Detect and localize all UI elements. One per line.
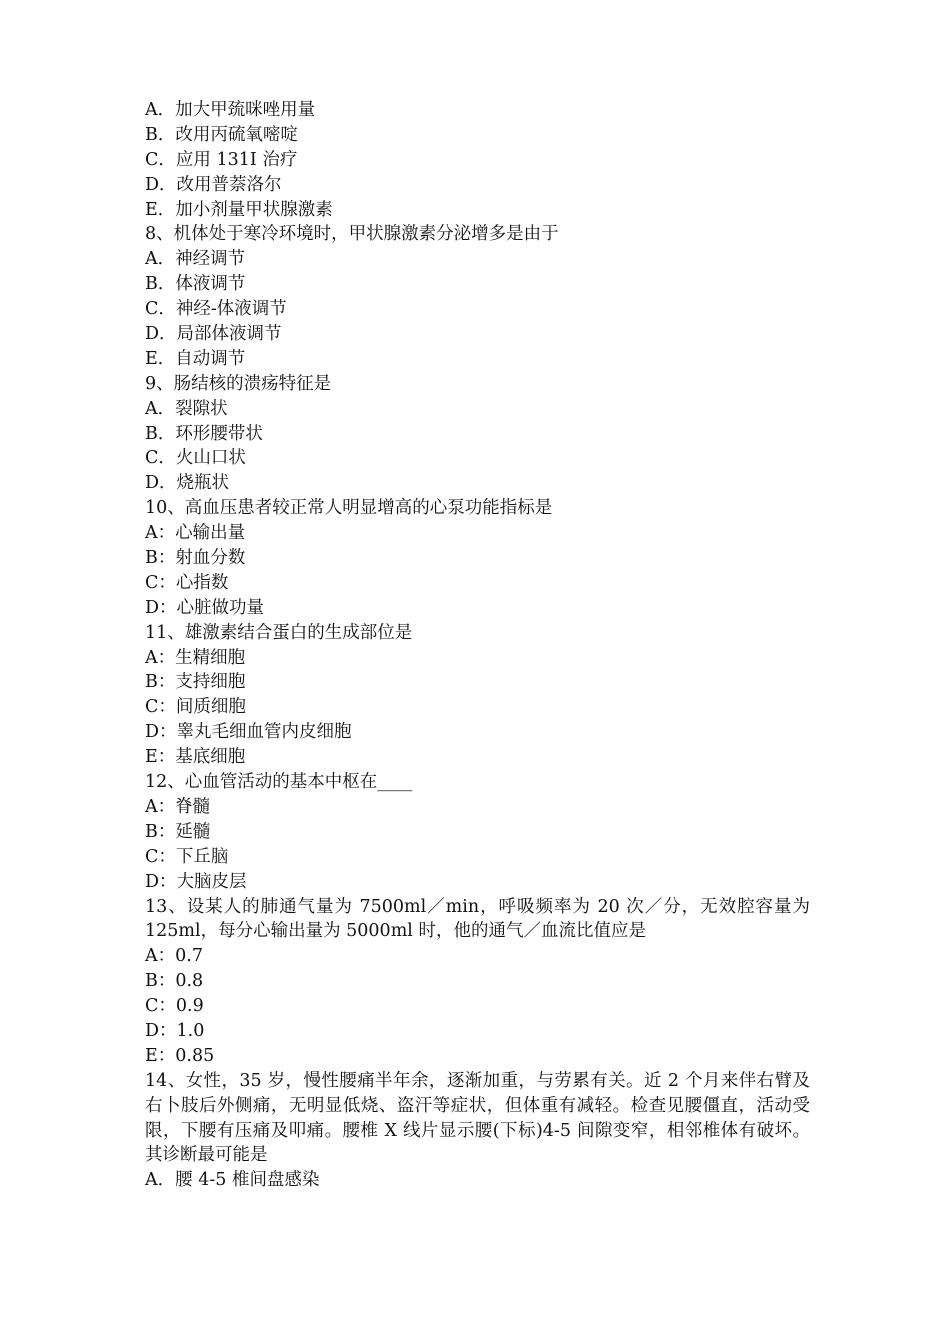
option-8c: C．神经-体液调节 bbox=[145, 299, 287, 320]
question-10-stem: 10、高血压患者较正常人明显增高的心泵功能指标是 bbox=[145, 498, 553, 519]
question-11 bbox=[145, 621, 810, 770]
option-9c: C．火山口状 bbox=[145, 448, 246, 469]
option-11d: D：睾丸毛细血管内皮细胞 bbox=[145, 722, 352, 743]
option-13b: B：0.8 bbox=[145, 971, 204, 992]
option-11e: E：基底细胞 bbox=[145, 747, 246, 768]
option-8d: D．局部体液调节 bbox=[145, 324, 282, 345]
option-7a: A．加大甲巯咪唑用量 bbox=[145, 100, 316, 120]
option-8b: B．体液调节 bbox=[145, 274, 246, 295]
option-9b: B．环形腰带状 bbox=[145, 423, 263, 444]
option-7b: B．改用丙硫氧嘧啶 bbox=[145, 124, 298, 145]
option-13d: D：1.0 bbox=[145, 1020, 205, 1041]
question-9 bbox=[145, 372, 810, 496]
question-14 bbox=[145, 1069, 810, 1194]
question-10 bbox=[145, 496, 810, 620]
question-9-stem: 9、肠结核的溃疡特征是 bbox=[145, 373, 332, 394]
option-11c: C：间质细胞 bbox=[145, 697, 246, 718]
question-12-stem: 12、心血管活动的基本中枢在____ bbox=[145, 772, 413, 793]
option-14a: A．腰 4-5 椎间盘感染 bbox=[145, 1170, 320, 1191]
question-7-options bbox=[145, 98, 810, 222]
option-9a: A．裂隙状 bbox=[145, 398, 228, 419]
question-8 bbox=[145, 222, 810, 371]
option-13e: E：0.85 bbox=[145, 1045, 215, 1066]
option-8a: A．神经调节 bbox=[145, 249, 246, 270]
question-8-stem: 8、机体处于寒冷环境时，甲状腺激素分泌增多是由于 bbox=[145, 224, 559, 245]
option-12b: B：延髓 bbox=[145, 821, 211, 842]
option-11a: A：生精细胞 bbox=[145, 647, 246, 668]
option-13a: A：0.7 bbox=[145, 946, 203, 967]
document-page bbox=[145, 98, 810, 1193]
option-10d: D：心脏做功量 bbox=[145, 597, 265, 618]
option-10a: A：心输出量 bbox=[145, 523, 246, 544]
option-7d: D．改用普萘洛尔 bbox=[145, 174, 282, 195]
option-7c: C．应用 131I 治疗 bbox=[145, 149, 298, 170]
question-12 bbox=[145, 770, 810, 894]
question-14-stem: 14、女性，35 岁，慢性腰痛半年余，逐渐加重，与劳累有关。近 2 个月来伴右臂及右卜肢后外侧痛，无明显低烧、盗汗等症状，但体重有减轻。检查见腰僵直，活动受限，下腰有压痛及叩痛。腰椎 X 线片显示腰(下标)4-5 间隙变窄，相邻椎体有破坏。其诊断最可能是 bbox=[145, 1070, 810, 1166]
option-8e: E．自动调节 bbox=[145, 348, 246, 369]
option-12d: D：大脑皮层 bbox=[145, 871, 247, 892]
question-13 bbox=[145, 895, 810, 1069]
option-13c: C：0.9 bbox=[145, 996, 204, 1017]
option-12c: C：下丘脑 bbox=[145, 846, 229, 867]
option-11b: B：支持细胞 bbox=[145, 672, 246, 693]
question-11-stem: 11、雄激素结合蛋白的生成部位是 bbox=[145, 622, 413, 643]
question-13-stem: 13、设某人的肺通气量为 7500ml／min，呼吸频率为 20 次／分，无效腔容量为 125ml，每分心输出量为 5000ml 时，他的通气／血流比值应是 bbox=[145, 896, 810, 942]
option-7e: E．加小剂量甲状腺激素 bbox=[145, 199, 333, 220]
option-10b: B：射血分数 bbox=[145, 548, 246, 569]
option-10c: C：心指数 bbox=[145, 572, 229, 593]
option-12a: A：脊髓 bbox=[145, 796, 211, 817]
option-9d: D．烧瓶状 bbox=[145, 473, 230, 494]
